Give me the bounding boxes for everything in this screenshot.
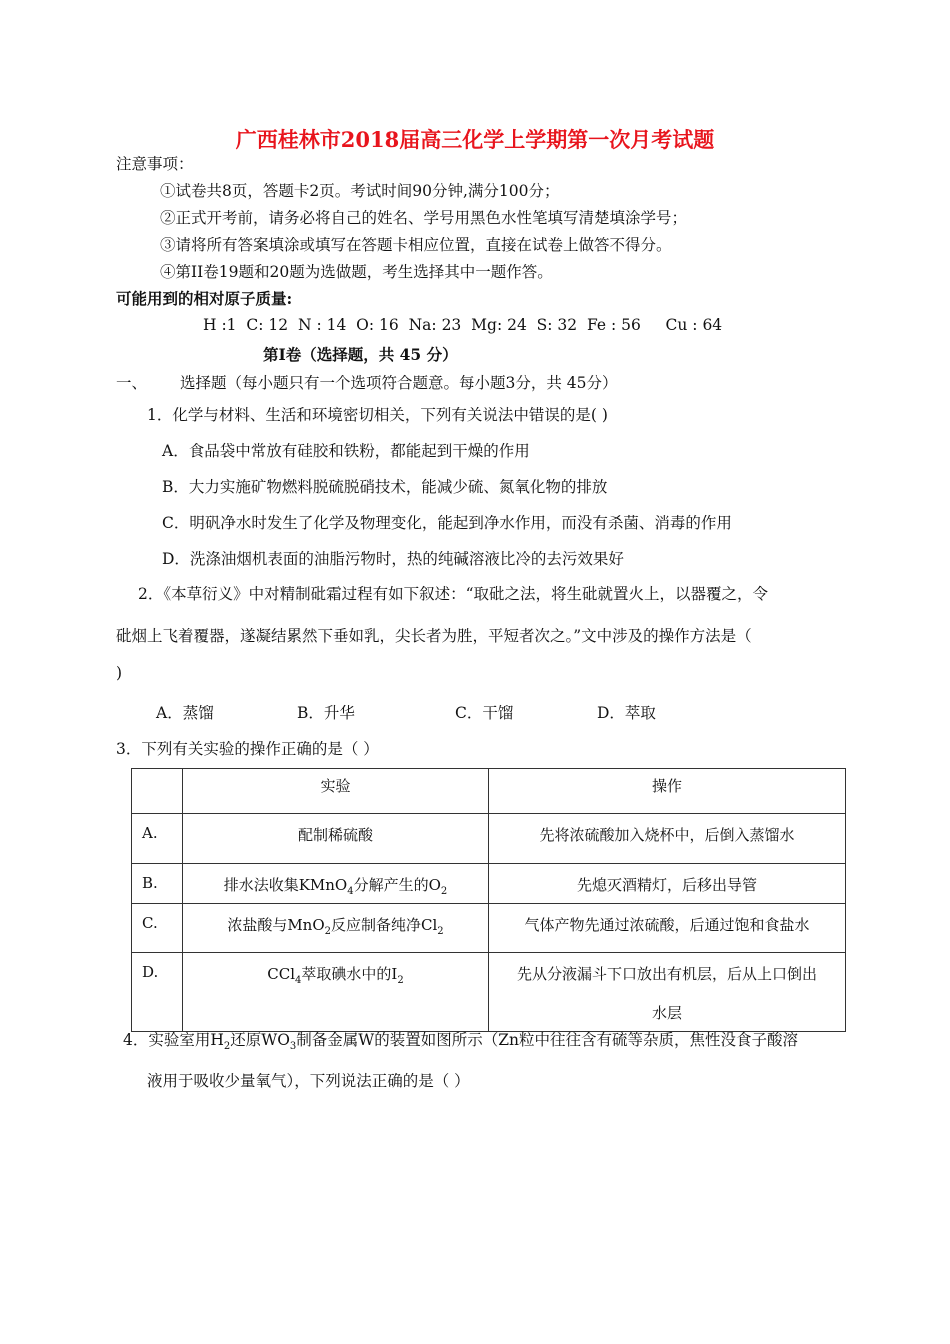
table-row [132, 814, 846, 864]
operation-cell: 先熄灭酒精灯，后移出导管 [489, 864, 846, 904]
operation-cell: 先将浓硫酸加入烧杯中，后倒入蒸馏水 [489, 814, 846, 864]
row-label: D. [132, 953, 183, 1032]
table-row [132, 904, 846, 953]
atomic-mass-values: H :1 C: 12 N : 14 O: 16 Na: 23 Mg: 24 S: 32 Fe : 56 Cu : 64 [203, 316, 723, 334]
row-label: C. [132, 904, 183, 953]
experiment-cell: CCl$_4$萃取碘水中的$I_2$ [183, 953, 489, 1032]
note-item: ④第II卷19题和20题为选做题，考生选择其中一题作答。 [160, 263, 553, 281]
experiment-table [131, 768, 846, 1032]
q2-line: ) [116, 664, 123, 682]
q1-stem: 1．化学与材料、生活和环境密切相关，下列有关说法中错误的是( ) [147, 406, 608, 424]
row-label: B. [132, 864, 183, 904]
q2-option-d: D．萃取 [597, 704, 656, 722]
table-header-cell: 实验 [183, 769, 489, 814]
note-item: ③请将所有答案填涂或填写在答题卡相应位置，直接在试卷上做答不得分。 [160, 236, 672, 254]
q2-option-c: C．干馏 [455, 704, 514, 722]
q1-option-a: A．食品袋中常放有硅胶和铁粉，都能起到干燥的作用 [162, 442, 530, 460]
table-row [132, 953, 846, 1032]
q1-option-d: D．洗涤油烟机表面的油脂污物时，热的纯碱溶液比冷的去污效果好 [162, 550, 624, 568]
q2-option-a: A．蒸馏 [156, 704, 214, 722]
q1-option-b: B．大力实施矿物燃料脱硫脱硝技术，能减少硫、氮氧化物的排放 [162, 478, 608, 496]
q4-line: 4．实验室用$H_2$还原$WO_3$制备金属W的装置如图所示（Zn粒中往往含有硫等杂质，焦性没食子酸溶 [123, 1031, 798, 1053]
experiment-cell: 配制稀硫酸 [183, 814, 489, 864]
atomic-mass-heading: 可能用到的相对原子质量: [116, 289, 293, 308]
table-row [132, 864, 846, 904]
q2-line: 砒烟上飞着覆器，遂凝结累然下垂如乳，尖长者为胜，平短者次之。”文中涉及的操作方法是（ [116, 627, 752, 645]
section-instructions: 选择题（每小题只有一个选项符合题意。每小题3分，共 45分） [180, 374, 618, 392]
note-item: ②正式开考前，请务必将自己的姓名、学号用黑色水性笔填写清楚填涂学号； [160, 209, 688, 227]
table-header-row [132, 769, 846, 814]
row-label: A. [132, 814, 183, 864]
q3-stem: 3．下列有关实验的操作正确的是（ ） [116, 740, 379, 758]
part1-heading: 第Ⅰ卷（选择题，共 45 分） [263, 345, 458, 364]
q2-option-b: B．升华 [297, 704, 355, 722]
experiment-cell: 排水法收集KMnO$_4$分解产生的$O_2$ [183, 864, 489, 904]
q2-line: 2．《本草衍义》中对精制砒霜过程有如下叙述：“取砒之法，将生砒就置火上，以器覆之，令 [138, 585, 769, 603]
section-number: 一、 [116, 374, 148, 392]
note-item: ①试卷共8页，答题卡2页。考试时间90分钟,满分100分； [160, 182, 560, 200]
notes-heading: 注意事项： [116, 155, 194, 173]
table-header-cell: 操作 [489, 769, 846, 814]
page-title: 广西桂林市2018届高三化学上学期第一次月考试题 [235, 127, 715, 152]
q1-option-c: C．明矾净水时发生了化学及物理变化，能起到净水作用，而没有杀菌、消毒的作用 [162, 514, 732, 532]
operation-cell: 先从分液漏斗下口放出有机层，后从上口倒出 水层 [489, 953, 846, 1032]
table-header-cell [132, 769, 183, 814]
operation-cell: 气体产物先通过浓硫酸，后通过饱和食盐水 [489, 904, 846, 953]
experiment-cell: 浓盐酸与MnO$_2$反应制备纯净$Cl_2$ [183, 904, 489, 953]
q4-line: 液用于吸收少量氧气），下列说法正确的是（ ） [147, 1072, 470, 1090]
